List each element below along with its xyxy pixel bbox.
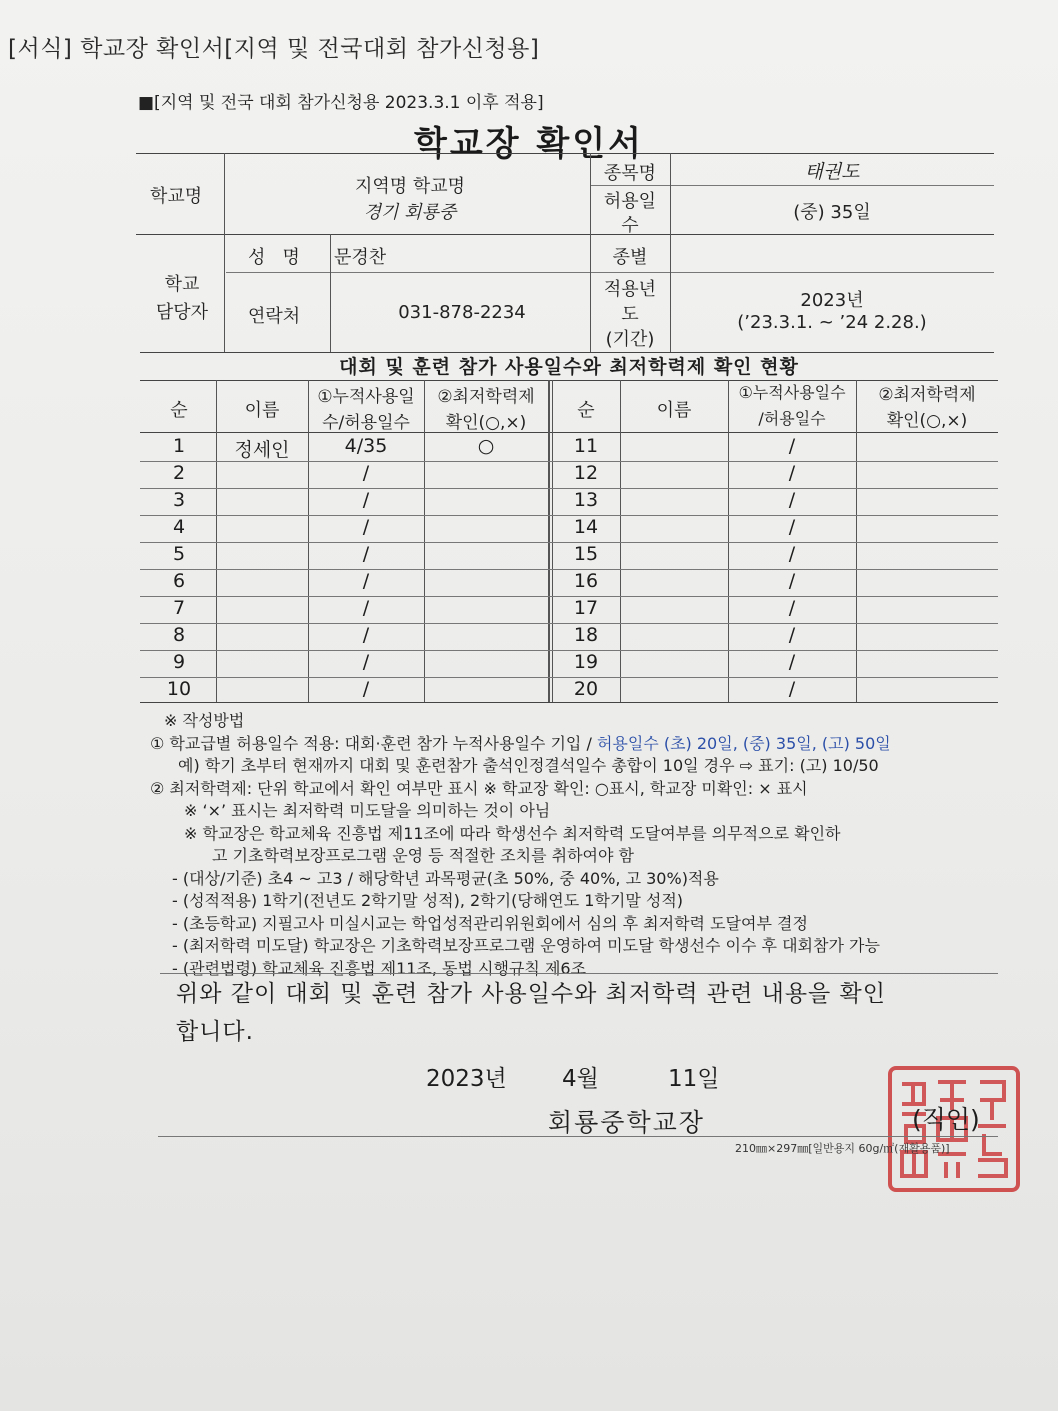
detail-4: - (최저학력 미도달) 학교장은 기초학력보장프로그램 운영하여 미도달 학생선수 이수 후 대회참가 가능 [172, 936, 880, 955]
paper-spec: 210㎜×297㎜[일반용지 60g/㎡(재활용품)] [735, 1142, 950, 1155]
type-label: 종별 [612, 247, 648, 268]
allowed-days-highlight: 허용일수 (초) 20일, (중) 35일, (고) 50일 [596, 733, 891, 753]
year-value: 2023년 [800, 290, 864, 311]
detail-1: - (대상/기준) 초4 ~ 고3 / 해당학년 과목평균(초 50%, 중 40%, 고 30%)적용 [172, 868, 719, 888]
col-days-right-1: ①누적사용일수 [738, 383, 846, 402]
note-2-c: 고 기초학력보장프로그램 운영 등 적절한 조치를 취하여야 함 [212, 846, 635, 865]
usage-cell-days-r: / [788, 570, 796, 592]
confirmation-text: 위와 같이 대회 및 훈련 참가 사용일수와 최저학력 관련 내용을 확인 합니다. [176, 981, 886, 1045]
col-check-right-1: ②최저학력제 [878, 385, 976, 405]
school-value: 경기 회룡중 [363, 202, 457, 223]
col-no-left: 순 [170, 400, 188, 421]
usage-cell-no-l: 1 [172, 435, 186, 457]
usage-cell-days-l: / [362, 489, 370, 511]
usage-cell-days-l: / [362, 678, 370, 700]
document-title: 학교장 확인서 [414, 124, 644, 164]
usage-cell-no-r: 11 [573, 435, 599, 457]
col-name-right: 이름 [656, 400, 692, 421]
col-name-left: 이름 [244, 400, 280, 421]
usage-cell-no-l: 9 [172, 651, 186, 673]
note-1-example: 예) 학기 초부터 현재까지 대회 및 훈련참가 출석인정결석일수 총합이 10일 경우 ⇨ 표기: (고) 10/50 [178, 756, 879, 775]
info-top-border [136, 153, 994, 154]
form-tag: [서식] 학교장 확인서[지역 및 전국대회 참가신청용] [8, 36, 540, 62]
date-year: 2023년 [426, 1066, 507, 1092]
allowed-label-2: 수 [621, 215, 639, 236]
principal-school: 회룡중학교장 [548, 1108, 705, 1137]
col-check-left-1: ②최저학력제 [437, 387, 535, 407]
sport-value: 태권도 [804, 161, 860, 183]
year-label-1: 적용년 [603, 279, 657, 300]
usage-cell-no-l: 10 [166, 678, 192, 700]
usage-cell-days-r: / [788, 543, 796, 565]
period-value: (’23.3.1. ~ ’24 2.28.) [737, 312, 927, 333]
usage-cell-days-r: / [788, 678, 796, 700]
allowed-label-1: 허용일 [603, 191, 657, 212]
manager-label-1: 학교 [164, 274, 200, 295]
usage-cell-days-r: / [788, 489, 796, 511]
col-check-right-2: 확인(○,×) [886, 411, 968, 431]
usage-cell-no-r: 14 [573, 516, 599, 538]
usage-cell-no-l: 8 [172, 624, 186, 646]
usage-cell-no-r: 19 [573, 651, 599, 673]
year-label-3: (기간) [605, 329, 655, 350]
note-2-a: ※ ‘×’ 표시는 최저학력 미도달을 의미하는 것이 아님 [184, 801, 551, 820]
manager-label-2: 담당자 [155, 302, 209, 323]
usage-cell-name-l: 정세인 [234, 439, 290, 461]
col-days-left-1: ①누적사용일 [317, 387, 415, 407]
detail-5: - (관련법령) 학교체육 진흥법 제11조, 동법 시행규칙 제6조 [172, 958, 587, 978]
usage-cell-days-r: / [788, 516, 796, 538]
usage-cell-days-l: / [362, 516, 370, 538]
applies-note: ■[지역 및 전국 대회 참가신청용 2023.3.1 이후 적용] [138, 93, 544, 113]
usage-cell-no-l: 2 [172, 462, 186, 484]
date-month: 4월 [562, 1066, 599, 1092]
usage-cell-no-r: 18 [573, 624, 599, 646]
usage-cell-no-l: 6 [172, 570, 186, 592]
usage-section-title: 대회 및 훈련 참가 사용일수와 최저학력제 확인 현황 [339, 356, 799, 378]
usage-cell-no-l: 4 [172, 516, 186, 538]
seal-label: (직인) [912, 1105, 980, 1134]
region-school-label: 지역명 학교명 [354, 176, 466, 197]
usage-cell-no-r: 12 [573, 462, 599, 484]
usage-cell-days-r: / [788, 651, 796, 673]
usage-cell-days-r: / [788, 597, 796, 619]
year-label-2: 도 [621, 304, 639, 325]
note-1: ① 학교급별 허용일수 적용: 대회·훈련 참가 누적사용일수 기입 / 허용일수 (초) 20일, (중) 35일, (고) 50일 [150, 733, 891, 753]
detail-3: - (초등학교) 지필고사 미실시교는 학업성적관리위원회에서 심의 후 최저학력 도달여부 결정 [172, 913, 808, 933]
instructions [150, 710, 1010, 980]
contact-value: 031-878-2234 [398, 302, 526, 323]
manager-name: 문경찬 [334, 247, 387, 268]
usage-cell-no-l: 5 [172, 543, 186, 565]
sport-label: 종목명 [603, 163, 657, 184]
usage-cell-no-r: 15 [573, 543, 599, 565]
notes-heading: ※ 작성방법 [164, 711, 245, 730]
usage-cell-no-r: 20 [573, 678, 599, 700]
usage-cell-days-r: / [788, 462, 796, 484]
col-days-right-2: /허용일수 [758, 409, 826, 428]
usage-cell-days-l: / [362, 651, 370, 673]
usage-cell-days-l: 4/35 [344, 435, 388, 457]
usage-cell-chk-l: ○ [477, 435, 495, 457]
contact-label: 연락처 [248, 306, 301, 327]
note-2: ② 최저학력제: 단위 학교에서 확인 여부만 표시 ※ 학교장 확인: ○표시, 학교장 미확인: × 표시 [150, 778, 808, 798]
usage-cell-no-l: 3 [172, 489, 186, 511]
usage-cell-days-l: / [362, 462, 370, 484]
allowed-value: (중) 35일 [793, 202, 871, 223]
usage-cell-days-l: / [362, 543, 370, 565]
school-label: 학교명 [150, 186, 203, 207]
usage-cell-no-r: 17 [573, 597, 599, 619]
usage-cell-no-r: 13 [573, 489, 599, 511]
col-check-left-2: 확인(○,×) [445, 413, 527, 433]
date-day: 11일 [668, 1066, 720, 1092]
usage-cell-no-l: 7 [172, 597, 186, 619]
usage-cell-days-l: / [362, 570, 370, 592]
usage-cell-no-r: 16 [573, 570, 599, 592]
detail-2: - (성적적용) 1학기(전년도 2학기말 성적), 2학기(당해연도 1학기말 성적) [172, 891, 684, 910]
note-2-b: ※ 학교장은 학교체육 진흥법 제11조에 따라 학생선수 최저학력 도달여부를 의무적으로 확인하 [184, 823, 841, 843]
usage-cell-days-r: / [788, 435, 796, 457]
col-no-right: 순 [577, 400, 595, 421]
name-label: 성 명 [248, 247, 300, 268]
usage-cell-days-l: / [362, 624, 370, 646]
usage-cell-days-l: / [362, 597, 370, 619]
col-days-left-2: 수/허용일수 [322, 413, 410, 433]
usage-cell-days-r: / [788, 624, 796, 646]
